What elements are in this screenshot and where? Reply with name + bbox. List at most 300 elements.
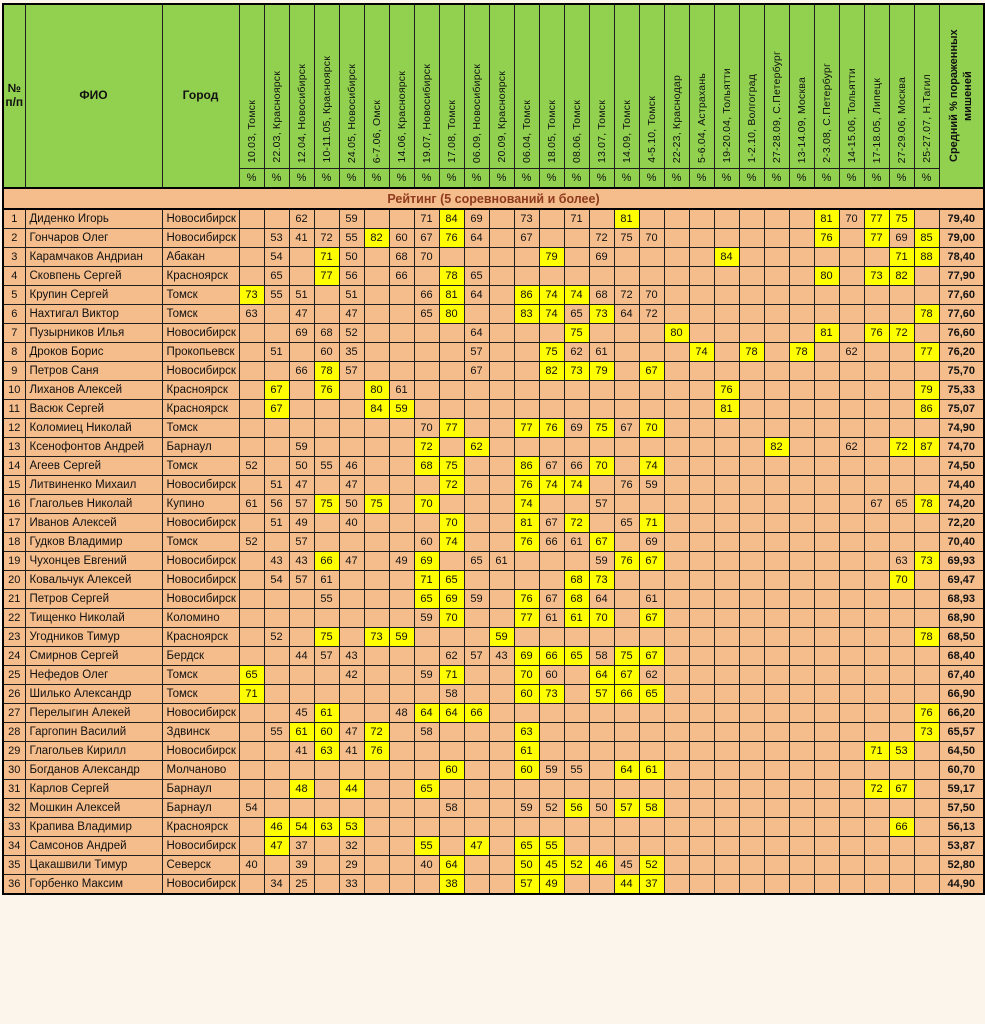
- score-cell[interactable]: 50: [339, 248, 364, 267]
- empty-score-cell[interactable]: [339, 533, 364, 552]
- empty-score-cell[interactable]: [889, 533, 914, 552]
- empty-score-cell[interactable]: [514, 324, 539, 343]
- empty-score-cell[interactable]: [564, 837, 589, 856]
- empty-score-cell[interactable]: [714, 818, 739, 837]
- score-cell[interactable]: 65: [514, 837, 539, 856]
- empty-score-cell[interactable]: [489, 761, 514, 780]
- empty-score-cell[interactable]: [264, 685, 289, 704]
- score-cell[interactable]: 80: [664, 324, 689, 343]
- score-cell[interactable]: 45: [289, 704, 314, 723]
- row-number-cell[interactable]: 23: [3, 628, 25, 647]
- score-cell[interactable]: 77: [864, 229, 889, 248]
- score-cell[interactable]: 52: [264, 628, 289, 647]
- athlete-name-cell[interactable]: Гудков Владимир: [25, 533, 162, 552]
- score-cell[interactable]: 63: [314, 742, 339, 761]
- score-cell[interactable]: 50: [589, 799, 614, 818]
- empty-score-cell[interactable]: [489, 780, 514, 799]
- empty-score-cell[interactable]: [589, 837, 614, 856]
- score-cell[interactable]: 76: [714, 381, 739, 400]
- competition-header[interactable]: [289, 4, 314, 169]
- score-cell[interactable]: 76: [614, 476, 639, 495]
- average-cell[interactable]: 77,60: [939, 305, 984, 324]
- empty-score-cell[interactable]: [764, 400, 789, 419]
- empty-score-cell[interactable]: [564, 495, 589, 514]
- empty-score-cell[interactable]: [789, 495, 814, 514]
- empty-score-cell[interactable]: [614, 780, 639, 799]
- row-number-cell[interactable]: 12: [3, 419, 25, 438]
- score-cell[interactable]: 71: [239, 685, 264, 704]
- empty-score-cell[interactable]: [564, 381, 589, 400]
- score-cell[interactable]: 64: [614, 761, 639, 780]
- empty-score-cell[interactable]: [264, 209, 289, 229]
- score-cell[interactable]: 57: [289, 571, 314, 590]
- empty-score-cell[interactable]: [264, 609, 289, 628]
- score-cell[interactable]: 79: [589, 362, 614, 381]
- score-cell[interactable]: 80: [439, 305, 464, 324]
- score-cell[interactable]: 73: [239, 286, 264, 305]
- empty-score-cell[interactable]: [389, 742, 414, 761]
- empty-score-cell[interactable]: [714, 324, 739, 343]
- empty-score-cell[interactable]: [739, 799, 764, 818]
- score-cell[interactable]: 57: [289, 495, 314, 514]
- empty-score-cell[interactable]: [864, 799, 889, 818]
- empty-score-cell[interactable]: [664, 362, 689, 381]
- empty-score-cell[interactable]: [864, 457, 889, 476]
- empty-score-cell[interactable]: [864, 476, 889, 495]
- score-cell[interactable]: 65: [464, 552, 489, 571]
- empty-score-cell[interactable]: [789, 533, 814, 552]
- competition-header[interactable]: [314, 4, 339, 169]
- empty-score-cell[interactable]: [664, 799, 689, 818]
- empty-score-cell[interactable]: [464, 799, 489, 818]
- score-cell[interactable]: 86: [914, 400, 939, 419]
- empty-score-cell[interactable]: [614, 704, 639, 723]
- empty-score-cell[interactable]: [914, 761, 939, 780]
- empty-score-cell[interactable]: [489, 742, 514, 761]
- empty-score-cell[interactable]: [814, 381, 839, 400]
- score-cell[interactable]: 57: [614, 799, 639, 818]
- percent-cell[interactable]: %: [264, 169, 289, 189]
- score-cell[interactable]: 53: [264, 229, 289, 248]
- empty-score-cell[interactable]: [339, 609, 364, 628]
- score-cell[interactable]: 65: [414, 780, 439, 799]
- score-cell[interactable]: 60: [514, 761, 539, 780]
- score-cell[interactable]: 71: [439, 666, 464, 685]
- empty-score-cell[interactable]: [689, 267, 714, 286]
- athlete-name-cell[interactable]: Нахтигал Виктор: [25, 305, 162, 324]
- score-cell[interactable]: 55: [339, 229, 364, 248]
- score-cell[interactable]: 74: [539, 286, 564, 305]
- empty-score-cell[interactable]: [489, 267, 514, 286]
- score-cell[interactable]: 72: [614, 286, 639, 305]
- empty-score-cell[interactable]: [889, 628, 914, 647]
- empty-score-cell[interactable]: [264, 533, 289, 552]
- empty-score-cell[interactable]: [439, 381, 464, 400]
- score-cell[interactable]: 73: [564, 362, 589, 381]
- score-cell[interactable]: 29: [339, 856, 364, 875]
- empty-score-cell[interactable]: [839, 742, 864, 761]
- score-cell[interactable]: 61: [589, 343, 614, 362]
- empty-score-cell[interactable]: [664, 818, 689, 837]
- empty-score-cell[interactable]: [739, 742, 764, 761]
- empty-score-cell[interactable]: [664, 533, 689, 552]
- empty-score-cell[interactable]: [814, 552, 839, 571]
- city-cell[interactable]: Купино: [162, 495, 239, 514]
- percent-cell[interactable]: %: [514, 169, 539, 189]
- empty-score-cell[interactable]: [839, 628, 864, 647]
- score-cell[interactable]: 85: [914, 229, 939, 248]
- empty-score-cell[interactable]: [764, 476, 789, 495]
- empty-score-cell[interactable]: [514, 704, 539, 723]
- row-number-cell[interactable]: 14: [3, 457, 25, 476]
- empty-score-cell[interactable]: [714, 875, 739, 895]
- percent-cell[interactable]: %: [889, 169, 914, 189]
- empty-score-cell[interactable]: [664, 495, 689, 514]
- city-cell[interactable]: Красноярск: [162, 628, 239, 647]
- score-cell[interactable]: 59: [289, 438, 314, 457]
- empty-score-cell[interactable]: [914, 590, 939, 609]
- average-cell[interactable]: 56,13: [939, 818, 984, 837]
- score-cell[interactable]: 62: [464, 438, 489, 457]
- empty-score-cell[interactable]: [489, 229, 514, 248]
- empty-score-cell[interactable]: [889, 400, 914, 419]
- empty-score-cell[interactable]: [264, 590, 289, 609]
- score-cell[interactable]: 68: [564, 571, 589, 590]
- score-cell[interactable]: 40: [239, 856, 264, 875]
- score-cell[interactable]: 73: [589, 571, 614, 590]
- score-cell[interactable]: 73: [364, 628, 389, 647]
- score-cell[interactable]: 59: [489, 628, 514, 647]
- empty-score-cell[interactable]: [439, 837, 464, 856]
- average-header[interactable]: [939, 4, 984, 188]
- empty-score-cell[interactable]: [714, 267, 739, 286]
- empty-score-cell[interactable]: [714, 666, 739, 685]
- empty-score-cell[interactable]: [914, 457, 939, 476]
- empty-score-cell[interactable]: [364, 248, 389, 267]
- empty-score-cell[interactable]: [764, 704, 789, 723]
- percent-cell[interactable]: %: [464, 169, 489, 189]
- empty-score-cell[interactable]: [239, 229, 264, 248]
- score-cell[interactable]: 49: [289, 514, 314, 533]
- empty-score-cell[interactable]: [864, 514, 889, 533]
- empty-score-cell[interactable]: [464, 514, 489, 533]
- score-cell[interactable]: 54: [289, 818, 314, 837]
- empty-score-cell[interactable]: [464, 723, 489, 742]
- empty-score-cell[interactable]: [339, 799, 364, 818]
- score-cell[interactable]: 47: [339, 476, 364, 495]
- empty-score-cell[interactable]: [589, 267, 614, 286]
- empty-score-cell[interactable]: [314, 609, 339, 628]
- score-cell[interactable]: 49: [389, 552, 414, 571]
- empty-score-cell[interactable]: [664, 856, 689, 875]
- empty-score-cell[interactable]: [514, 571, 539, 590]
- empty-score-cell[interactable]: [539, 628, 564, 647]
- empty-score-cell[interactable]: [664, 875, 689, 895]
- empty-score-cell[interactable]: [814, 723, 839, 742]
- average-cell[interactable]: 74,70: [939, 438, 984, 457]
- city-cell[interactable]: Новосибирск: [162, 875, 239, 895]
- score-cell[interactable]: 66: [389, 267, 414, 286]
- score-cell[interactable]: 69: [464, 209, 489, 229]
- empty-score-cell[interactable]: [839, 818, 864, 837]
- row-number-cell[interactable]: 35: [3, 856, 25, 875]
- empty-score-cell[interactable]: [889, 875, 914, 895]
- average-cell[interactable]: 77,90: [939, 267, 984, 286]
- empty-score-cell[interactable]: [464, 495, 489, 514]
- score-cell[interactable]: 67: [539, 457, 564, 476]
- empty-score-cell[interactable]: [414, 761, 439, 780]
- score-cell[interactable]: 75: [439, 457, 464, 476]
- empty-score-cell[interactable]: [689, 571, 714, 590]
- empty-score-cell[interactable]: [264, 799, 289, 818]
- score-cell[interactable]: 70: [414, 248, 439, 267]
- score-cell[interactable]: 47: [339, 723, 364, 742]
- athlete-name-cell[interactable]: Сковпень Сергей: [25, 267, 162, 286]
- score-cell[interactable]: 76: [364, 742, 389, 761]
- empty-score-cell[interactable]: [439, 248, 464, 267]
- score-cell[interactable]: 72: [864, 780, 889, 799]
- score-cell[interactable]: 66: [314, 552, 339, 571]
- empty-score-cell[interactable]: [489, 438, 514, 457]
- competition-header[interactable]: [639, 4, 664, 169]
- empty-score-cell[interactable]: [539, 381, 564, 400]
- empty-score-cell[interactable]: [764, 343, 789, 362]
- empty-score-cell[interactable]: [464, 305, 489, 324]
- city-cell[interactable]: Новосибирск: [162, 837, 239, 856]
- empty-score-cell[interactable]: [289, 799, 314, 818]
- row-number-cell[interactable]: 25: [3, 666, 25, 685]
- empty-score-cell[interactable]: [689, 362, 714, 381]
- row-number-cell[interactable]: 24: [3, 647, 25, 666]
- empty-score-cell[interactable]: [739, 305, 764, 324]
- empty-score-cell[interactable]: [664, 514, 689, 533]
- average-cell[interactable]: 78,40: [939, 248, 984, 267]
- score-cell[interactable]: 65: [439, 571, 464, 590]
- empty-score-cell[interactable]: [689, 666, 714, 685]
- athlete-name-cell[interactable]: Гаргопин Василий: [25, 723, 162, 742]
- score-cell[interactable]: 65: [414, 590, 439, 609]
- empty-score-cell[interactable]: [414, 799, 439, 818]
- empty-score-cell[interactable]: [764, 229, 789, 248]
- athlete-name-cell[interactable]: Перелыгин Алекей: [25, 704, 162, 723]
- empty-score-cell[interactable]: [864, 400, 889, 419]
- competition-header[interactable]: [339, 4, 364, 169]
- empty-score-cell[interactable]: [314, 856, 339, 875]
- score-cell[interactable]: 41: [289, 229, 314, 248]
- empty-score-cell[interactable]: [389, 419, 414, 438]
- empty-score-cell[interactable]: [614, 533, 639, 552]
- empty-score-cell[interactable]: [789, 476, 814, 495]
- athlete-name-cell[interactable]: Горбенко Максим: [25, 875, 162, 895]
- empty-score-cell[interactable]: [364, 666, 389, 685]
- empty-score-cell[interactable]: [564, 780, 589, 799]
- average-cell[interactable]: 74,40: [939, 476, 984, 495]
- empty-score-cell[interactable]: [364, 856, 389, 875]
- empty-score-cell[interactable]: [239, 419, 264, 438]
- empty-score-cell[interactable]: [539, 723, 564, 742]
- empty-score-cell[interactable]: [764, 552, 789, 571]
- score-cell[interactable]: 67: [539, 514, 564, 533]
- score-cell[interactable]: 67: [264, 400, 289, 419]
- score-cell[interactable]: 43: [289, 552, 314, 571]
- empty-score-cell[interactable]: [664, 209, 689, 229]
- empty-score-cell[interactable]: [564, 685, 589, 704]
- score-cell[interactable]: 75: [889, 209, 914, 229]
- score-cell[interactable]: 60: [314, 723, 339, 742]
- empty-score-cell[interactable]: [764, 286, 789, 305]
- empty-score-cell[interactable]: [389, 533, 414, 552]
- empty-score-cell[interactable]: [864, 419, 889, 438]
- score-cell[interactable]: 84: [439, 209, 464, 229]
- empty-score-cell[interactable]: [689, 286, 714, 305]
- empty-score-cell[interactable]: [889, 609, 914, 628]
- row-number-cell[interactable]: 15: [3, 476, 25, 495]
- empty-score-cell[interactable]: [889, 590, 914, 609]
- empty-score-cell[interactable]: [564, 742, 589, 761]
- score-cell[interactable]: 57: [289, 533, 314, 552]
- empty-score-cell[interactable]: [414, 400, 439, 419]
- empty-score-cell[interactable]: [689, 324, 714, 343]
- athlete-name-cell[interactable]: Чухонцев Евгений: [25, 552, 162, 571]
- score-cell[interactable]: 71: [314, 248, 339, 267]
- empty-score-cell[interactable]: [814, 628, 839, 647]
- score-cell[interactable]: 61: [489, 552, 514, 571]
- empty-score-cell[interactable]: [814, 419, 839, 438]
- average-cell[interactable]: 66,20: [939, 704, 984, 723]
- empty-score-cell[interactable]: [889, 799, 914, 818]
- score-cell[interactable]: 60: [514, 685, 539, 704]
- score-cell[interactable]: 59: [589, 552, 614, 571]
- athlete-name-cell[interactable]: Крапива Владимир: [25, 818, 162, 837]
- empty-score-cell[interactable]: [589, 704, 614, 723]
- score-cell[interactable]: 56: [564, 799, 589, 818]
- empty-score-cell[interactable]: [489, 514, 514, 533]
- empty-score-cell[interactable]: [839, 704, 864, 723]
- empty-score-cell[interactable]: [814, 438, 839, 457]
- competition-header[interactable]: [589, 4, 614, 169]
- score-cell[interactable]: 71: [414, 571, 439, 590]
- score-cell[interactable]: 70: [439, 609, 464, 628]
- average-cell[interactable]: 70,40: [939, 533, 984, 552]
- score-cell[interactable]: 74: [539, 476, 564, 495]
- score-cell[interactable]: 61: [289, 723, 314, 742]
- score-cell[interactable]: 67: [539, 590, 564, 609]
- score-cell[interactable]: 38: [439, 875, 464, 895]
- empty-score-cell[interactable]: [289, 248, 314, 267]
- score-cell[interactable]: 68: [564, 590, 589, 609]
- score-cell[interactable]: 75: [314, 495, 339, 514]
- empty-score-cell[interactable]: [814, 305, 839, 324]
- average-cell[interactable]: 67,40: [939, 666, 984, 685]
- score-cell[interactable]: 78: [314, 362, 339, 381]
- city-cell[interactable]: Новосибирск: [162, 742, 239, 761]
- score-cell[interactable]: 47: [464, 837, 489, 856]
- city-cell[interactable]: Красноярск: [162, 400, 239, 419]
- score-cell[interactable]: 64: [439, 704, 464, 723]
- score-cell[interactable]: 52: [539, 799, 564, 818]
- empty-score-cell[interactable]: [864, 704, 889, 723]
- empty-score-cell[interactable]: [839, 666, 864, 685]
- empty-score-cell[interactable]: [814, 533, 839, 552]
- empty-score-cell[interactable]: [689, 742, 714, 761]
- empty-score-cell[interactable]: [714, 837, 739, 856]
- score-cell[interactable]: 71: [564, 209, 589, 229]
- athlete-name-cell[interactable]: Диденко Игорь: [25, 209, 162, 229]
- average-cell[interactable]: 68,93: [939, 590, 984, 609]
- empty-score-cell[interactable]: [789, 286, 814, 305]
- percent-cell[interactable]: %: [289, 169, 314, 189]
- empty-score-cell[interactable]: [839, 476, 864, 495]
- empty-score-cell[interactable]: [389, 590, 414, 609]
- athlete-name-cell[interactable]: Дроков Борис: [25, 343, 162, 362]
- empty-score-cell[interactable]: [489, 324, 514, 343]
- empty-score-cell[interactable]: [639, 818, 664, 837]
- empty-score-cell[interactable]: [614, 571, 639, 590]
- empty-score-cell[interactable]: [714, 419, 739, 438]
- empty-score-cell[interactable]: [389, 514, 414, 533]
- empty-score-cell[interactable]: [514, 628, 539, 647]
- athlete-name-cell[interactable]: Шилько Александр: [25, 685, 162, 704]
- empty-score-cell[interactable]: [239, 476, 264, 495]
- empty-score-cell[interactable]: [814, 837, 839, 856]
- score-cell[interactable]: 70: [439, 514, 464, 533]
- empty-score-cell[interactable]: [839, 495, 864, 514]
- average-cell[interactable]: 74,50: [939, 457, 984, 476]
- city-cell[interactable]: Барнаул: [162, 799, 239, 818]
- empty-score-cell[interactable]: [839, 685, 864, 704]
- empty-score-cell[interactable]: [689, 229, 714, 248]
- score-cell[interactable]: 72: [364, 723, 389, 742]
- empty-score-cell[interactable]: [814, 343, 839, 362]
- score-cell[interactable]: 57: [464, 647, 489, 666]
- row-number-cell[interactable]: 11: [3, 400, 25, 419]
- empty-score-cell[interactable]: [389, 723, 414, 742]
- empty-score-cell[interactable]: [789, 742, 814, 761]
- score-cell[interactable]: 75: [314, 628, 339, 647]
- score-cell[interactable]: 47: [339, 552, 364, 571]
- competition-header[interactable]: [439, 4, 464, 169]
- empty-score-cell[interactable]: [839, 381, 864, 400]
- athlete-name-cell[interactable]: Карамчаков Андриан: [25, 248, 162, 267]
- rating-banner[interactable]: Рейтинг (5 соревнований и более): [3, 188, 984, 209]
- empty-score-cell[interactable]: [789, 381, 814, 400]
- percent-cell[interactable]: %: [614, 169, 639, 189]
- empty-score-cell[interactable]: [914, 647, 939, 666]
- empty-score-cell[interactable]: [264, 305, 289, 324]
- empty-score-cell[interactable]: [764, 799, 789, 818]
- empty-score-cell[interactable]: [864, 628, 889, 647]
- empty-score-cell[interactable]: [689, 875, 714, 895]
- empty-score-cell[interactable]: [264, 457, 289, 476]
- average-cell[interactable]: 75,70: [939, 362, 984, 381]
- empty-score-cell[interactable]: [664, 248, 689, 267]
- empty-score-cell[interactable]: [639, 267, 664, 286]
- empty-score-cell[interactable]: [764, 761, 789, 780]
- average-cell[interactable]: 57,50: [939, 799, 984, 818]
- empty-score-cell[interactable]: [514, 438, 539, 457]
- score-cell[interactable]: 59: [464, 590, 489, 609]
- empty-score-cell[interactable]: [464, 609, 489, 628]
- empty-score-cell[interactable]: [414, 685, 439, 704]
- score-cell[interactable]: 59: [514, 799, 539, 818]
- competition-header[interactable]: [514, 4, 539, 169]
- empty-score-cell[interactable]: [864, 875, 889, 895]
- empty-score-cell[interactable]: [239, 324, 264, 343]
- score-cell[interactable]: 80: [364, 381, 389, 400]
- empty-score-cell[interactable]: [539, 780, 564, 799]
- empty-score-cell[interactable]: [364, 609, 389, 628]
- empty-score-cell[interactable]: [789, 609, 814, 628]
